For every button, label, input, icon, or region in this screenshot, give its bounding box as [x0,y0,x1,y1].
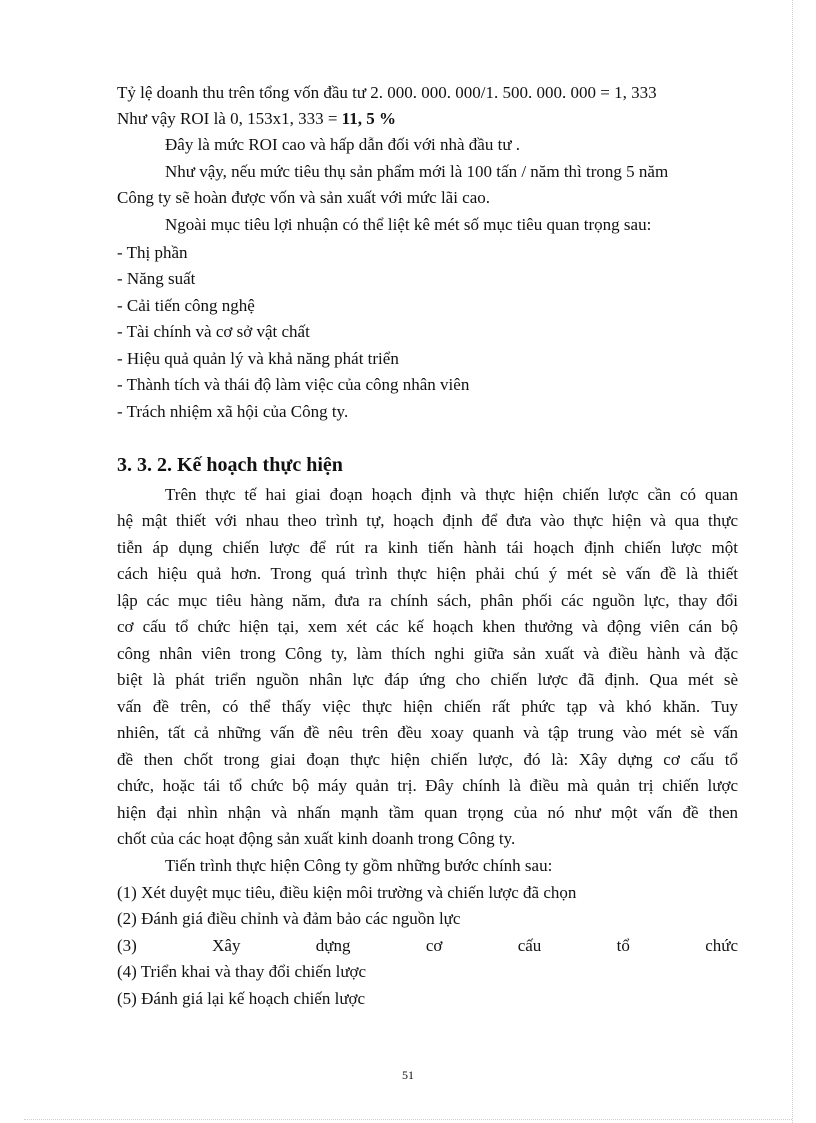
body-line: đề then chốt trong giai đoạn thực hiện chiến lược, đó là: Xây dựng cơ cấu tổ [117,750,738,769]
objective-item: - Cải tiến công nghệ [117,296,255,315]
paragraph-line: Ngoài mục tiêu lợi nhuận có thể liệt kê mét số mục tiêu quan trọng sau: [165,215,652,234]
step-item: (4) Triển khai và thay đổi chiến lược [117,962,367,981]
body-line: tiễn áp dụng chiến lược để rút ra kinh tiến hành tái hoạch định chiến lược một [117,538,738,557]
step-item: (2) Đánh giá điều chỉnh và đảm bảo các nguồn lực [117,909,461,928]
body-line: hiện đại nhìn nhận và nhấn mạnh tầm quan trọng của nó như một vấn đề then [117,803,738,822]
roi-line [117,106,738,132]
body-line: lập các mục tiêu hàng năm, đưa ra chính sách, phân phối các nguồn lực, thay đổi [117,591,738,610]
objective-item: - Thành tích và thái độ làm việc của công nhân viên [117,375,470,394]
paragraph-line: Như vậy, nếu mức tiêu thụ sản phẩm mới là 100 tấn / năm thì trong 5 năm [165,162,669,181]
objective-item: - Trách nhiệm xã hội của Công ty. [117,402,349,421]
body-line: Trên thực tế hai giai đoạn hoạch định và thực hiện chiến lược cần có quan [165,485,738,504]
section-heading: 3. 3. 2. Kế hoạch thực hiện [117,454,343,476]
body-line: chức, hoặc tái tổ chức bộ máy quản trị. Đây chính là điều mà quản trị chiến lược [117,776,738,795]
turnover-ratio-line: Tỷ lệ doanh thu trên tổng vốn đầu tư 2. 000. 000. 000/1. 500. 000. 000 = 1, 333 [117,83,657,102]
steps-intro: Tiến trình thực hiện Công ty gồm những bước chính sau: [165,856,553,875]
step-item: (5) Đánh giá lại kế hoạch chiến lược [117,989,366,1008]
page-border-right [792,0,793,1123]
roi-result: 11, 5 % [341,109,396,128]
body-line: cách hiệu quả hơn. Trong quá trình thực hiện phải chú ý mét sè vấn đề là thiết [117,564,738,583]
paragraph-line: Đây là mức ROI cao và hấp dẫn đối với nhà đầu tư . [165,135,521,154]
body-line: vấn đề trên, có thể thấy việc thực hiện chiến rất phức tạp và khó khăn. Tuy [117,697,738,716]
objective-item: - Hiệu quả quản lý và khả năng phát triển [117,349,399,368]
objective-item: - Tài chính và cơ sở vật chất [117,322,310,341]
body-line: biệt là phát triển nguồn nhân lực đáp ứng cho chiến lược đã định. Qua mét sè [117,670,738,689]
page-number: 51 [402,1068,414,1082]
body-line: nhiên, tất cả những vấn đề nêu trên đều xoay quanh và tập trung vào mét sè vấn [117,723,738,742]
page-border-bottom [24,1119,792,1120]
roi-formula: Như vậy ROI là 0, 153x1, 333 = [117,109,342,128]
objective-item: - Thị phần [117,243,188,262]
body-line: công nhân viên trong Công ty, làm thích nghi giữa sản xuất và điều hành và đặc [117,644,738,663]
step-item: (3) Xây dựng cơ cấu tổ chức [117,936,738,955]
paragraph-line: Công ty sẽ hoàn được vốn và sản xuất với mức lãi cao. [117,188,491,207]
objective-item: - Năng suất [117,269,196,288]
body-line: hệ mật thiết với nhau theo trình tự, hoạch định để đưa vào thực hiện và qua thực [117,511,738,530]
body-line: cơ cấu tổ chức hiện tại, xem xét các kế hoạch khen thưởng và động viên cán bộ [117,617,738,636]
step-item: (1) Xét duyệt mục tiêu, điều kiện môi trường và chiến lược đã chọn [117,883,577,902]
body-line: chốt của các hoạt động sản xuất kinh doanh trong Công ty. [117,829,516,848]
